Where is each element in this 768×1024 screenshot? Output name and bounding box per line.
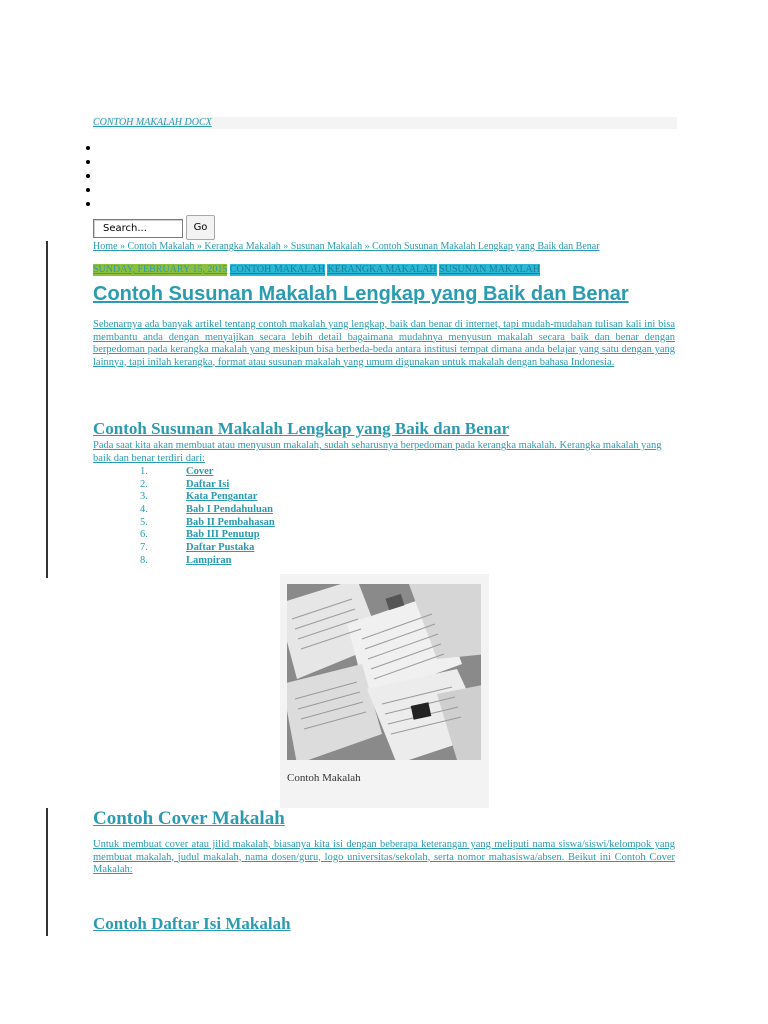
- figure-caption: Contoh Makalah: [287, 772, 361, 784]
- makalah-photo[interactable]: [287, 584, 481, 760]
- category-link[interactable]: SUSUNAN MAKALAH: [439, 264, 540, 275]
- section-heading: Contoh Daftar Isi Makalah: [93, 914, 291, 933]
- list-item[interactable]: 4. Bab I Pendahuluan: [140, 504, 273, 516]
- post-meta: [93, 264, 540, 276]
- list-item[interactable]: 2. Daftar Isi: [140, 478, 230, 490]
- blog-title-link[interactable]: CONTOH MAKALAH DOCX: [93, 117, 212, 128]
- list-item[interactable]: 1. Cover: [140, 466, 214, 477]
- figure: [280, 574, 489, 808]
- blog-title-bar: [93, 117, 677, 129]
- list-item[interactable]: 5. Bab II Pembahasan: [140, 516, 275, 528]
- kerangka-paragraph: Pada saat kita akan membuat atau menyusun makalah, sudah seharusnya berpedoman pada kerangka makalah. Kerangka makalah yang baik dan benar terdiri dari:: [93, 440, 662, 464]
- search-input[interactable]: Search...: [93, 219, 183, 238]
- category-link[interactable]: CONTOH MAKALAH: [229, 264, 325, 275]
- post-date[interactable]: SUNDAY, FEBRUARY 15, 2015: [93, 264, 228, 275]
- post-title[interactable]: Contoh Susunan Makalah Lengkap yang Baik dan Benar: [93, 283, 629, 305]
- list-item[interactable]: 7. Daftar Pustaka: [140, 542, 255, 554]
- nav-menu: [86, 140, 100, 210]
- divider-line: [46, 241, 48, 578]
- cover-paragraph: Untuk membuat cover atau jilid makalah, biasanya kita isi dengan beberapa keterangan yang meliputi nama siswa/siswi/kelompok yang membuat makalah, judul makalah, nama dosen/guru, logo universitas/sekolah, serta nomor mahasiswa/absen. Beikut ini Contoh Cover Makalah:: [93, 839, 675, 875]
- section-heading: Contoh Susunan Makalah Lengkap yang Baik dan Benar: [93, 419, 510, 438]
- intro-paragraph: Sebenarnya ada banyak artikel tentang contoh makalah yang lengkap, baik dan benar di internet, tapi mudah-mudahan tulisan kali ini bisa membantu anda dengan menyajikan secara lebih detail bagaimana mudahnya menyusun makalah secara baik dan benar dengan berpedoman pada kerangka makalah yang meskipun bisa berbeda-beda antara institusi tempat dimana anda belajar yang satu dengan yang lainnya, tapi inilah kerangka, format atau susunan makalah yang umum digunakan untuk makalah dengan bahasa Indonesia.: [93, 319, 675, 368]
- list-item[interactable]: 8. Lampiran: [140, 554, 232, 566]
- section-heading: Contoh Cover Makalah: [93, 808, 285, 829]
- outline-list: [140, 466, 275, 568]
- breadcrumb[interactable]: Home » Contoh Makalah » Kerangka Makalah » Susunan Makalah » Contoh Susunan Makalah Lengkap yang Baik dan Benar: [93, 241, 600, 252]
- list-item[interactable]: 6. Bab III Penutup: [140, 529, 260, 541]
- go-button[interactable]: Go: [186, 215, 215, 240]
- category-link[interactable]: KERANGKA MAKALAH: [327, 264, 437, 275]
- divider-line: [46, 808, 48, 936]
- list-item[interactable]: 3. Kata Pengantar: [140, 491, 258, 503]
